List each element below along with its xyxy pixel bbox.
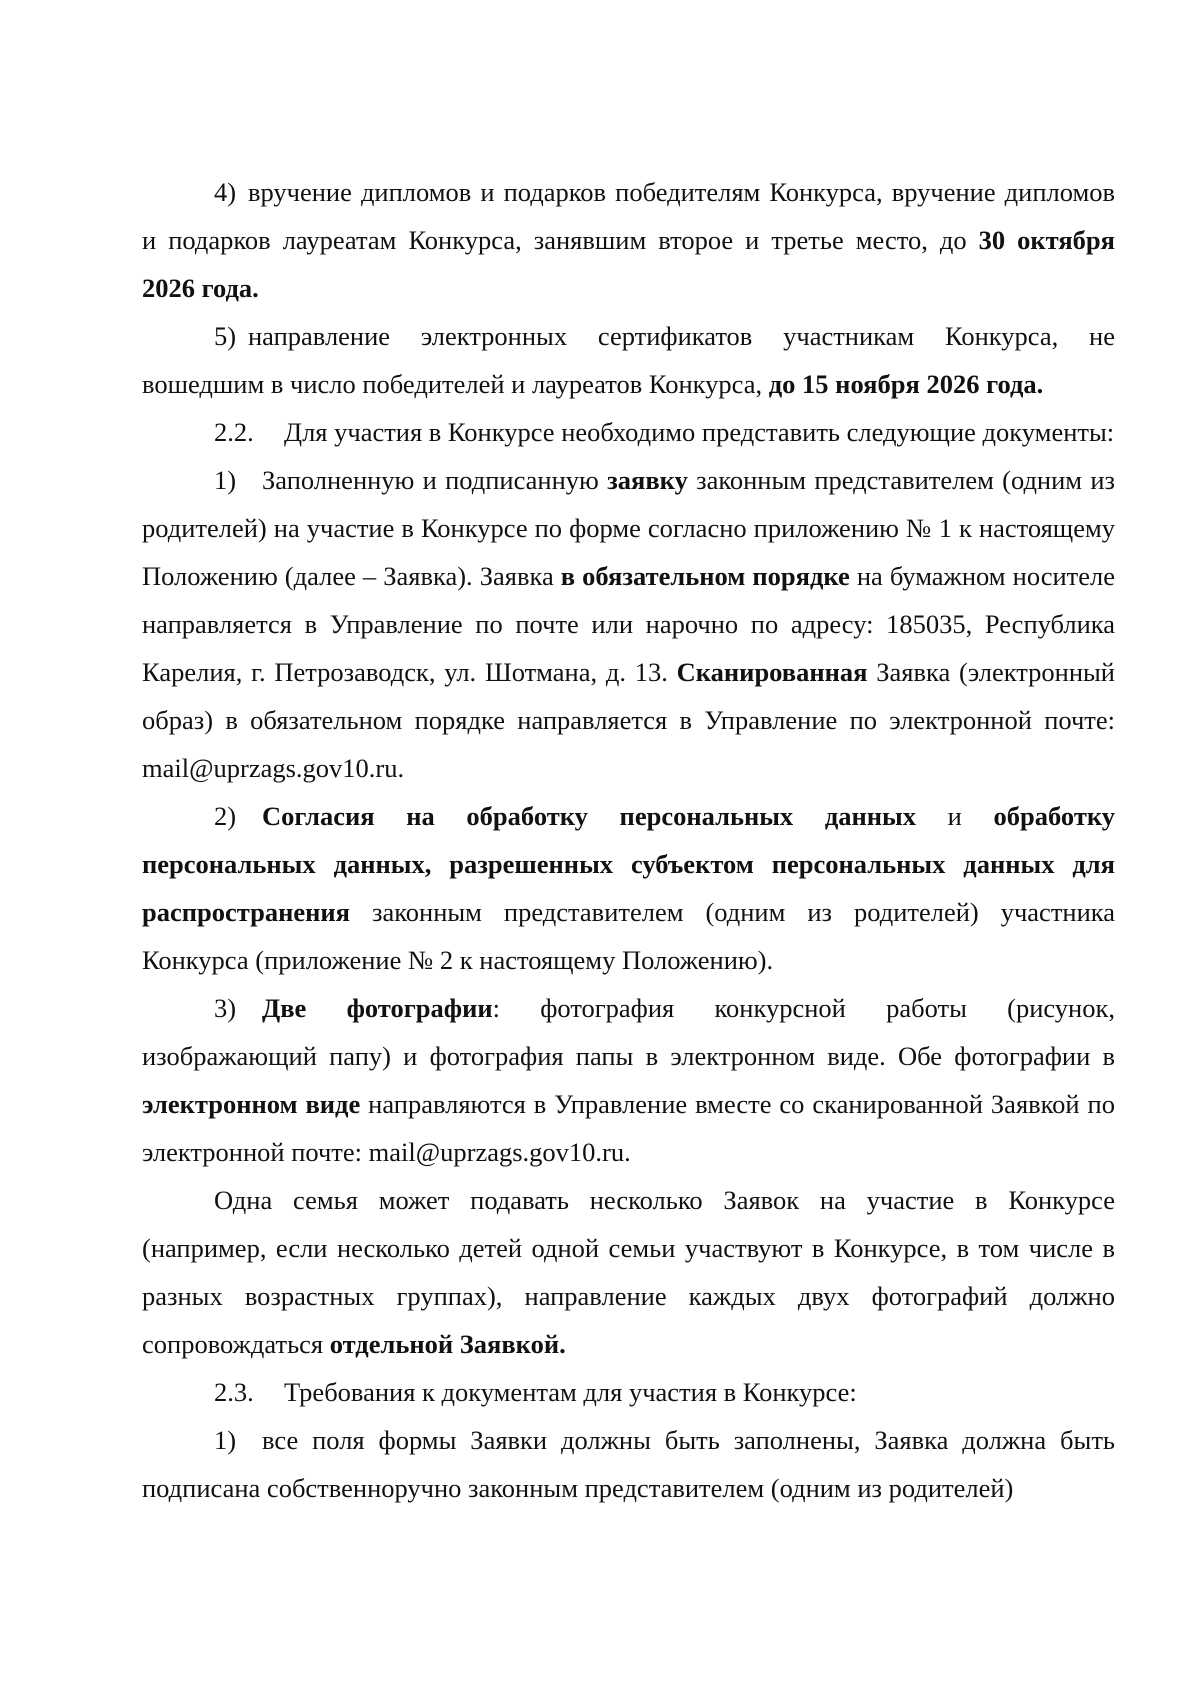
paragraph-number: 1) xyxy=(214,465,237,495)
bold-text-run: обработку персональных данных, разрешенных субъектом персональных данных для распространения xyxy=(142,801,1115,927)
paragraph-item-1-application xyxy=(142,456,1115,792)
paragraph-number: 2.2. xyxy=(214,417,254,447)
bold-text-run: 30 октября 2026 года. xyxy=(142,225,1116,303)
bold-text-run: в обязательном порядке xyxy=(560,561,850,591)
bold-text-run: электронном виде xyxy=(142,1089,361,1119)
paragraph-item-4 xyxy=(142,168,1115,312)
text-run: на бумажном носителе направляется в Управление по почте или нарочно по адресу: 185035, Республика Карелия, г. Петрозаводск, ул. Шотмана, д. 13. xyxy=(142,561,1116,687)
bold-text-run: до 15 ноября 2026 года. xyxy=(768,369,1044,399)
text-run: и xyxy=(916,801,994,831)
text-run: все поля формы Заявки должны быть заполнены, Заявка должна быть подписана собственноручно законным представителем (одним из родителей) xyxy=(142,1425,1115,1503)
text-run: вручение дипломов и подарков победителям Конкурса, вручение дипломов и подарков лауреатам Конкурса, занявшим второе и третье место, до xyxy=(142,177,1115,255)
text-run: законным представителем (одним из родителей) на участие в Конкурсе по форме согласно приложению № 1 к настоящему Положению (далее – Заявка). Заявка xyxy=(142,465,1115,591)
paragraph-number: 2.3. xyxy=(214,1377,254,1407)
text-run: направление электронных сертификатов участникам Конкурса, не вошедшим в число победителей и лауреатов Конкурса, xyxy=(142,321,1115,399)
text-run: Заявка (электронный образ) в обязательном порядке направляется в Управление по электронной почте: mail@uprzags.gov10.ru. xyxy=(142,657,1115,783)
bold-text-run: заявку xyxy=(607,465,688,495)
text-run: законным представителем (одним из родителей) участника Конкурса (приложение № 2 к настоящему Положению). xyxy=(142,897,1115,975)
text-run: Для участия в Конкурсе необходимо представить следующие документы: xyxy=(284,417,1115,447)
paragraph-number: 2) xyxy=(214,801,237,831)
bold-text-run: Сканированная xyxy=(676,657,868,687)
paragraph-section-2-2 xyxy=(142,408,1115,456)
paragraph-item-2-consent xyxy=(142,792,1115,984)
paragraph-number: 5) xyxy=(214,321,237,351)
text-run: Заполненную и подписанную xyxy=(262,465,608,495)
paragraph-number: 3) xyxy=(214,993,237,1023)
paragraph-number: 1) xyxy=(214,1425,237,1455)
text-run: Требования к документам для участия в Конкурсе: xyxy=(284,1377,857,1407)
paragraph-number: 4) xyxy=(214,177,237,207)
bold-text-run: отдельной Заявкой. xyxy=(329,1329,566,1359)
bold-text-run: Согласия на обработку персональных данных xyxy=(262,801,916,831)
text-run: Одна семья может подавать несколько Заявок на участие в Конкурсе (например, если несколько детей одной семьи участвуют в Конкурсе, в том числе в разных возрастных группах), направление каждых двух фотографий должно сопровождаться xyxy=(142,1185,1115,1359)
paragraph-item-5 xyxy=(142,312,1115,408)
document-body xyxy=(142,168,1115,1512)
text-run: : фотография конкурсной работы (рисунок, изображающий папу) и фотография папы в электронном виде. Обе фотографии в xyxy=(142,993,1115,1071)
paragraph-section-2-3 xyxy=(142,1368,1115,1416)
text-run: направляются в Управление вместе со сканированной Заявкой по электронной почте: mail@uprzags.gov10.ru. xyxy=(142,1089,1115,1167)
bold-text-run: Две фотографии xyxy=(262,993,493,1023)
paragraph-requirement-1 xyxy=(142,1416,1115,1512)
paragraph-family-note xyxy=(142,1176,1115,1368)
paragraph-item-3-photos xyxy=(142,984,1115,1176)
